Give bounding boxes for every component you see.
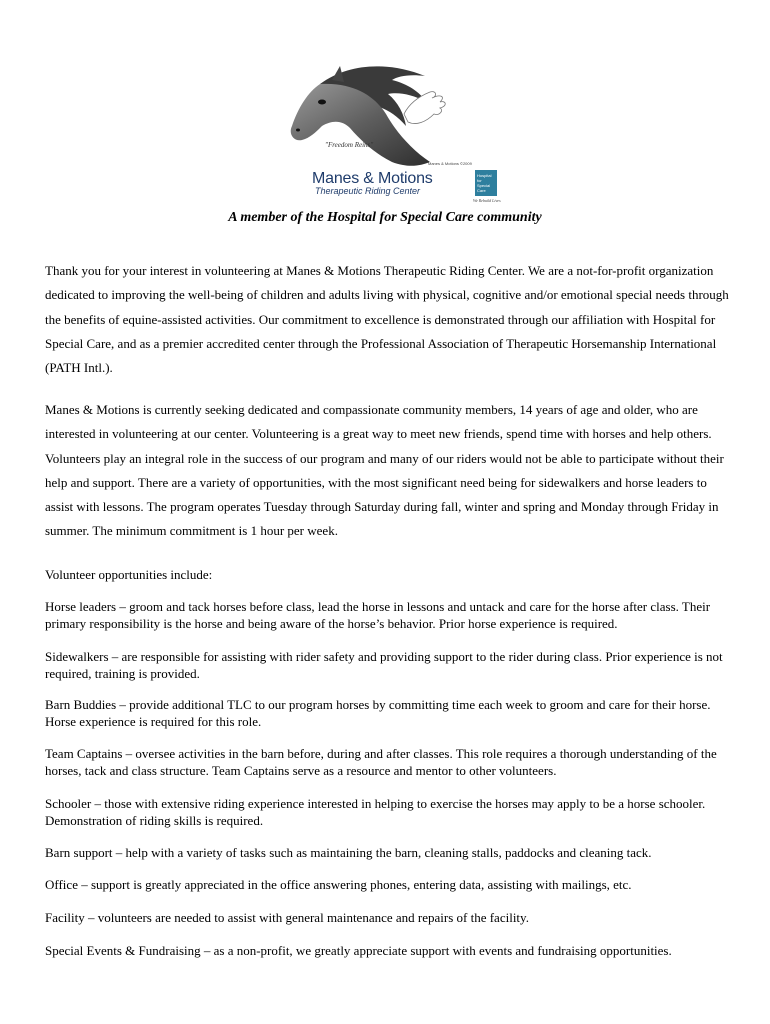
logo-copyright: Manes & Motions ©2009: [428, 161, 472, 166]
brand-name: Manes & Motions: [312, 170, 433, 187]
opportunity-barn-buddies: Barn Buddies – provide additional TLC to our program horses by committing time each week to groom and care for their horse. Horse experience is required for this role.: [45, 697, 711, 729]
opportunity-horse-leaders: Horse leaders – groom and tack horses before class, lead the horse in lessons and untack and care for the horse after class. Their primary responsibility is the horse and being aware of the horse’s behavior. Prior horse experience is required.: [45, 599, 711, 631]
hospital-motto: We Rebuild Lives: [473, 198, 501, 203]
opportunity-schooler: Schooler – those with extensive riding experience interested in helping to exercise the horses may apply to be a horse schooler. Demonstration of riding skills is required.: [45, 796, 706, 828]
brand-subtitle: Therapeutic Riding Center: [315, 186, 421, 196]
opportunity-barn-support: Barn support – help with a variety of tasks such as maintaining the barn, cleaning stalls, paddocks and cleaning tack.: [45, 845, 652, 860]
opportunity-facility: Facility – volunteers are needed to assist with general maintenance and repairs of the facility.: [45, 910, 529, 925]
seeking-paragraph: Manes & Motions is currently seeking dedicated and compassionate community members, 14 years of age and older, who are interested in volunteering at our center. Volunteering is a great way to meet new friends, spend time with horses and help others. Volunteers play an integral role in the success of our program and many of our riders would not be able to participate without their help and support. There are a variety of opportunities, with the most significant need being for sidewalkers and horse leaders to assist with lessons. The program operates Tuesday through Saturday during fall, winter and spring and Monday through Friday in summer. The minimum commitment is 1 hour per week.: [45, 402, 724, 539]
horse-head-illustration: [280, 62, 495, 172]
logo-tagline: "Freedom Reins": [325, 141, 374, 149]
organization-logo: [280, 62, 501, 207]
opportunity-team-captains: Team Captains – oversee activities in the barn before, during and after classes. This role requires a thorough understanding of the horses, tack and class structure. Team Captains serve as a resource and mentor to other volunteers.: [45, 746, 717, 778]
opportunity-special-events: Special Events & Fundraising – as a non-profit, we greatly appreciate support with events and fundraising opportunities.: [45, 943, 672, 958]
intro-paragraph: Thank you for your interest in volunteering at Manes & Motions Therapeutic Riding Center. We are a not-for-profit organization dedicated to improving the well-being of children and adults living with physical, cognitive and/or emotional special needs through the benefits of equine-assisted activities. Our commitment to excellence is demonstrated through our affiliation with Hospital for Special Care, and as a premier accredited center through the Professional Association of Therapeutic Horsemanship International (PATH Intl.).: [45, 263, 729, 376]
opportunity-office: Office – support is greatly appreciated in the office answering phones, entering data, assisting with mailings, etc.: [45, 877, 632, 892]
page-headline: A member of the Hospital for Special Care community: [228, 210, 542, 225]
opportunities-heading: Volunteer opportunities include:: [45, 567, 213, 582]
hospital-badge: Hospital for Special Care: [475, 170, 497, 196]
opportunity-sidewalkers: Sidewalkers – are responsible for assisting with rider safety and providing support to the rider during class. Prior experience is not required, training is provided.: [45, 649, 723, 681]
